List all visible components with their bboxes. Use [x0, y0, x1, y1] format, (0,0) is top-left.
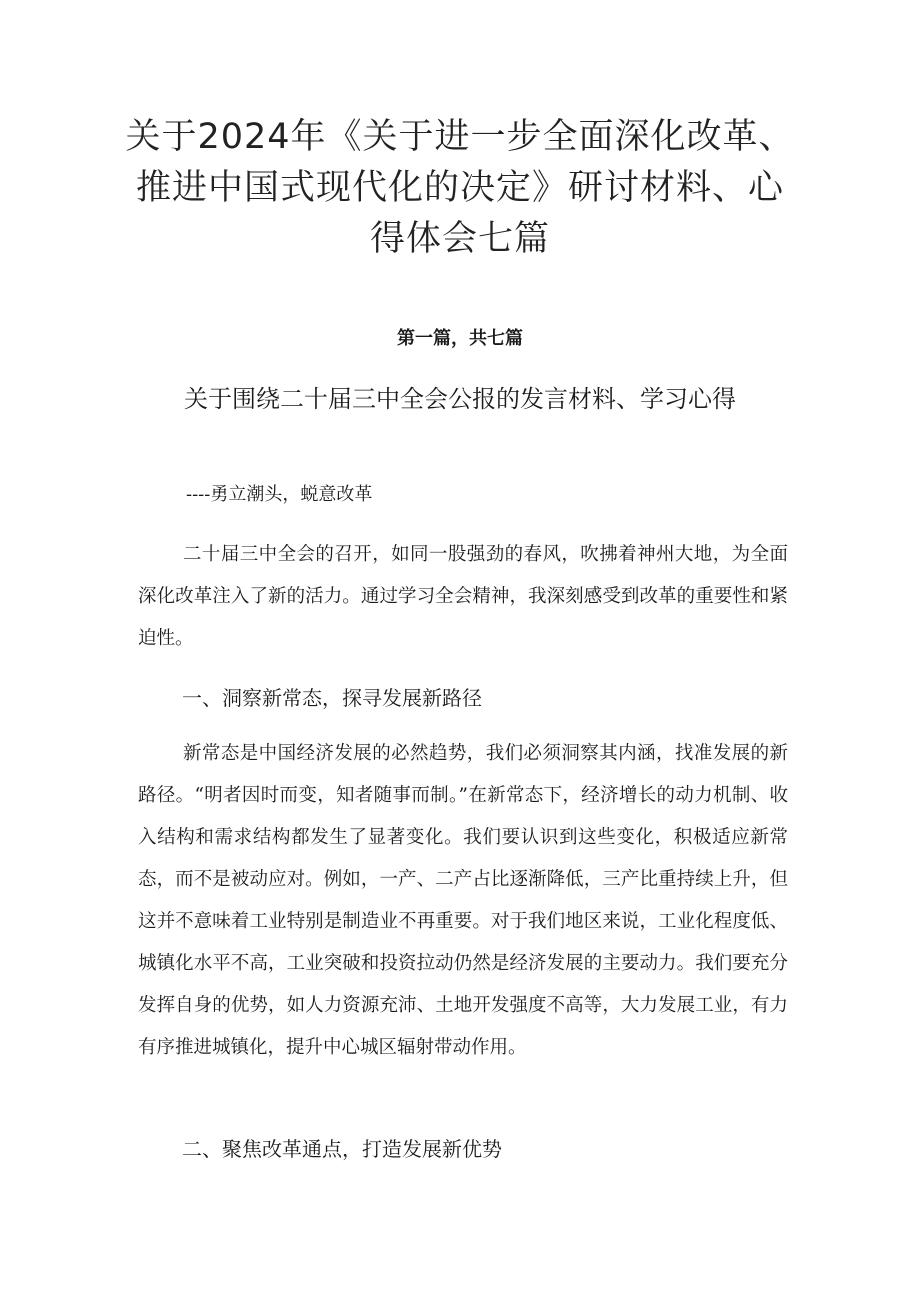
paragraph: 二十届三中全会的召开，如同一股强劲的春风，吹拂着神州大地，为全面深化改革注入了新的活力。通过学习全会精神，我深刻感受到改革的重要性和紧迫性。 — [138, 544, 788, 649]
section-heading: 二、聚焦改革通点，打造发展新优势 — [182, 1137, 502, 1161]
article-subtitle: ----勇立潮头，蜕意改革 — [186, 484, 373, 505]
paragraph: 新常态是中国经济发展的必然趋势，我们必须洞察其内涵，找准发展的新路径。“明者因时而变，知者随事而制。”在新常态下，经济增长的动力机制、收入结构和需求结构都发生了显著变化。我们要认识到这些变化，积极适应新常态，而不是被动应对。例如，一产、二产占比逐渐降低，三产比重持续上升，但这并不意味着工业特别是制造业不再重要。对于我们地区来说，工业化程度低、城镇化水平不高，工业突破和投资拉动仍然是经济发展的主要动力。我们要充分发挥自身的优势，如人力资源充沛、土地开发强度不高等，大力发展工业，有力有序推进城镇化，提升中心城区辐射带动作用。 — [138, 743, 788, 1058]
article-title: 关于围绕二十届三中全会公报的发言材料、学习心得 — [184, 385, 736, 413]
section-heading: 一、洞察新常态，探寻发展新路径 — [182, 686, 482, 710]
section-label: 第一篇，共七篇 — [397, 328, 523, 349]
document-title: 关于2024年《关于进一步全面深化改革、推进中国式现代化的决定》研讨材料、心得体会七篇 — [125, 117, 795, 259]
